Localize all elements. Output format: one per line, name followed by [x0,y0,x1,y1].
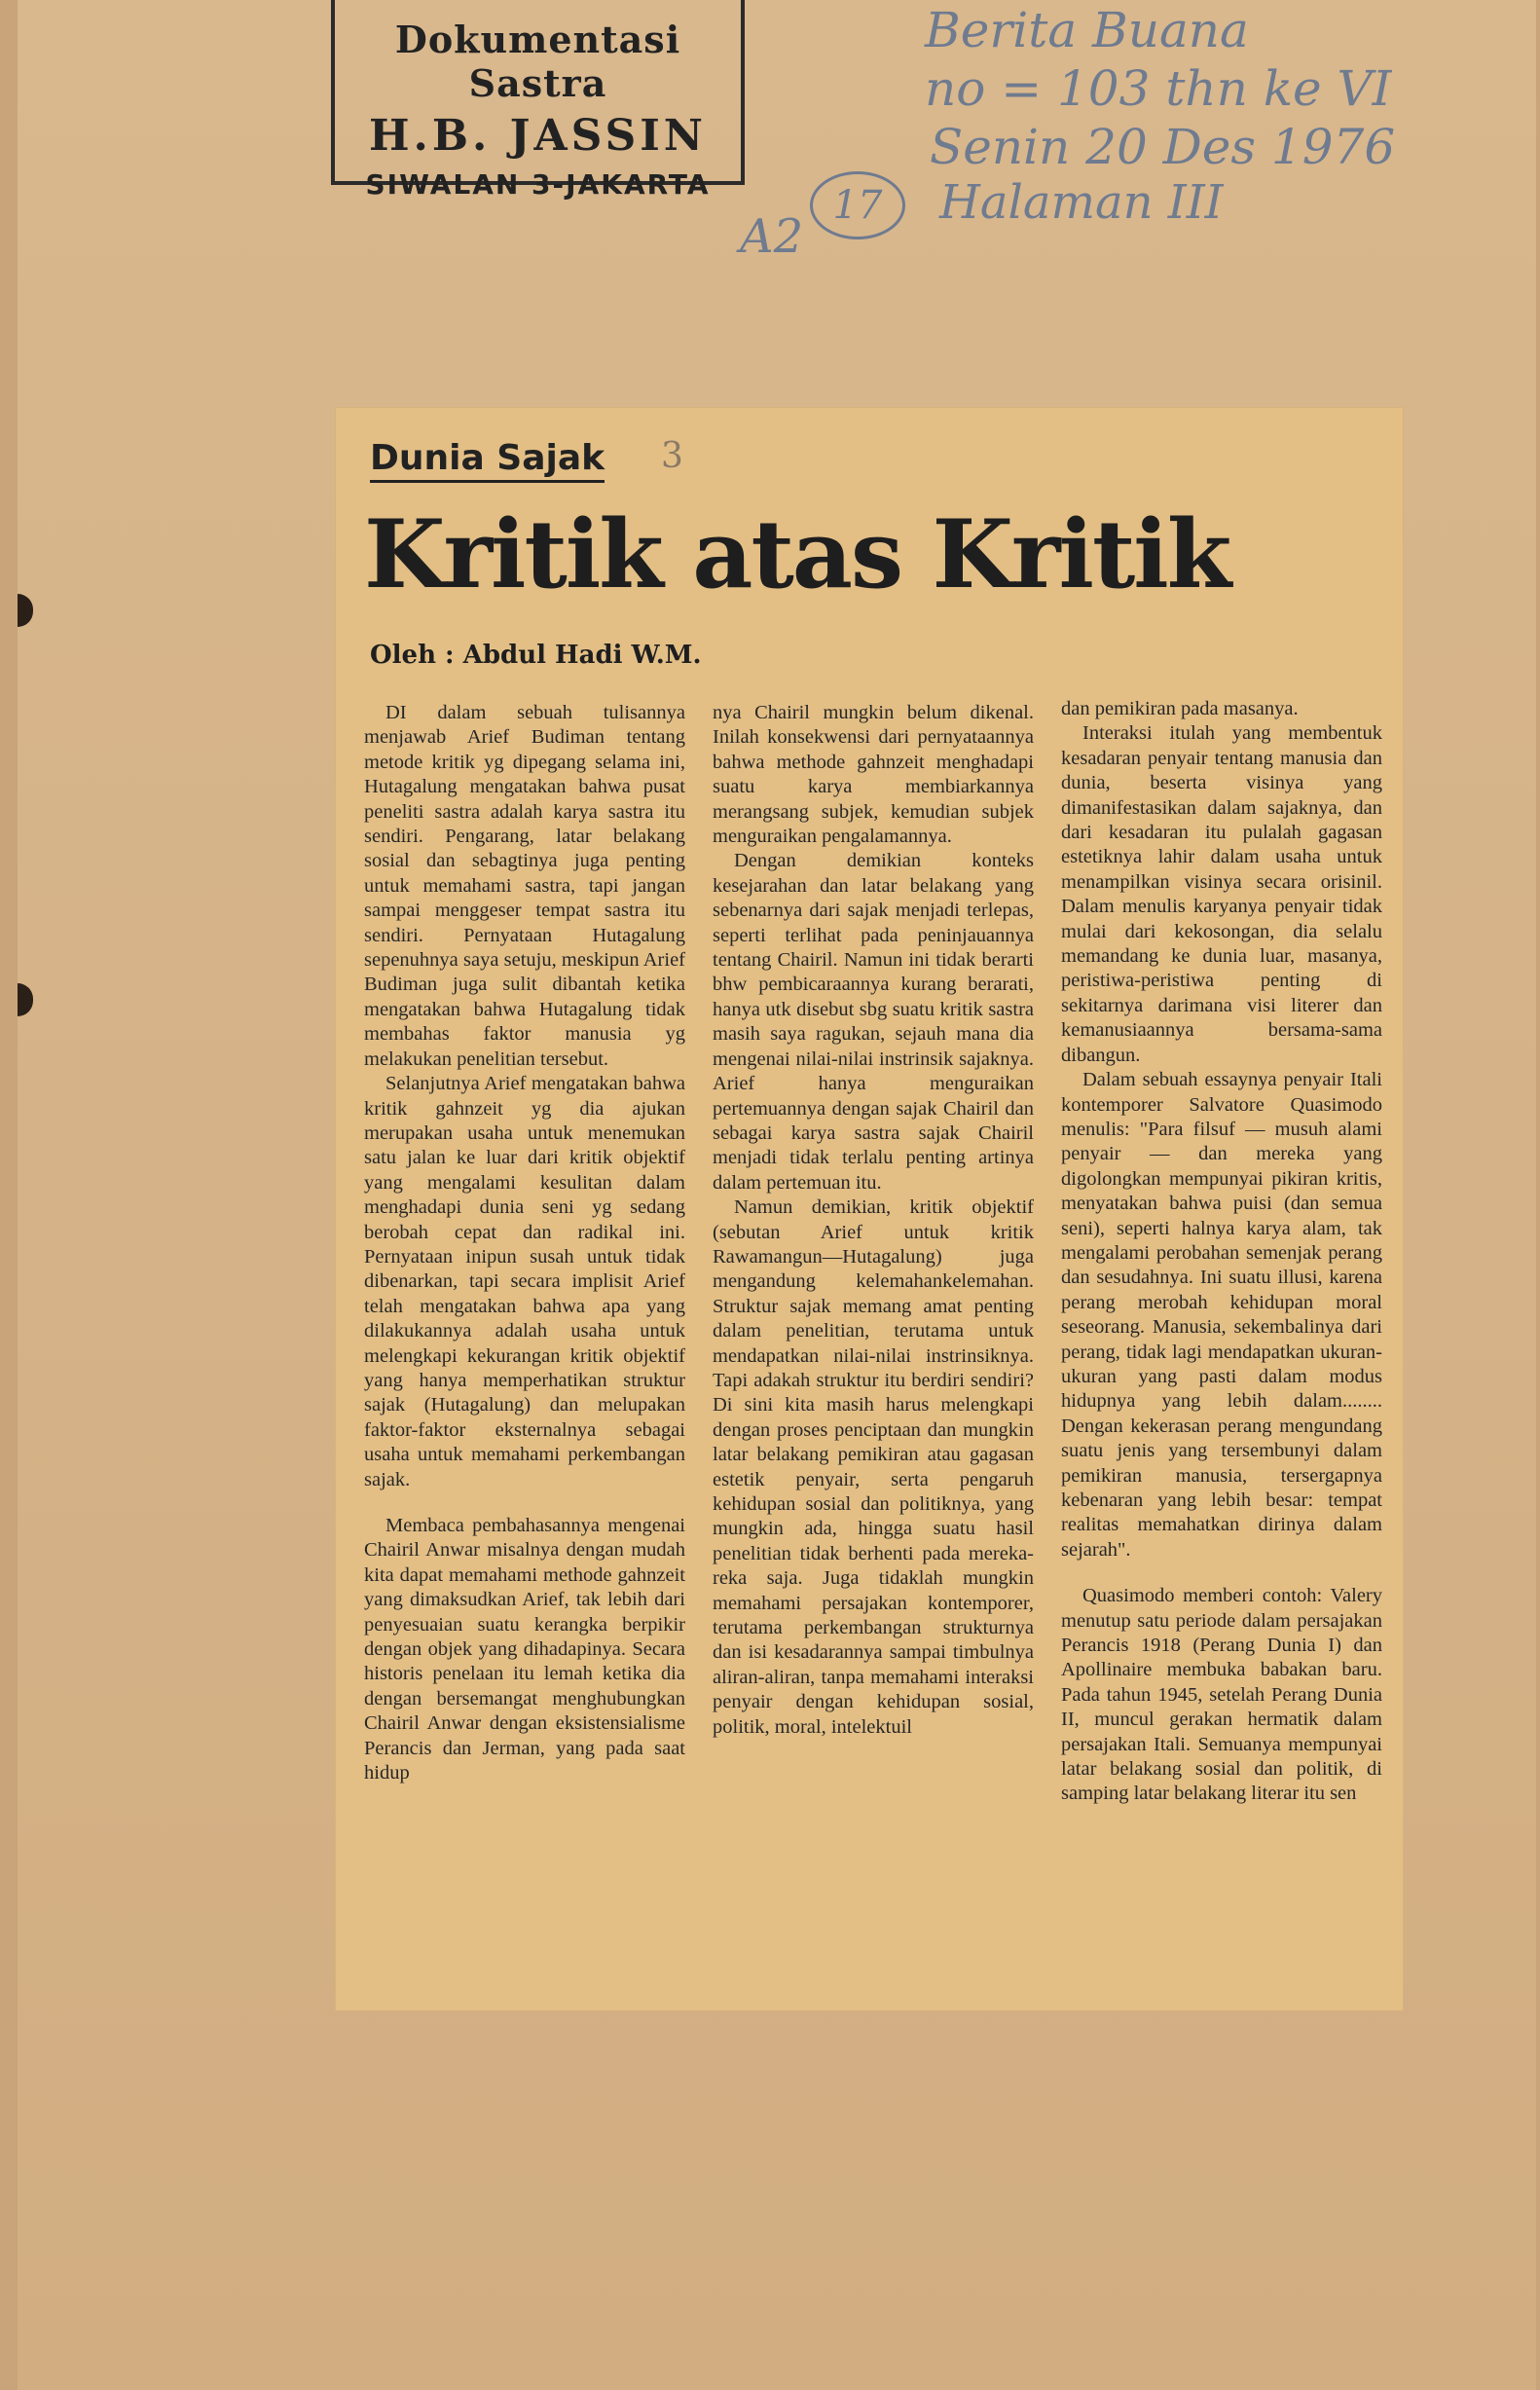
stamp-line-2: H.B. JASSIN [368,111,708,161]
paragraph: Interaksi itulah yang membentuk kesadaran penyair tentang manusia dan dunia, beserta visinya yang dimanifestasikan dalam sajaknya, dan dari kesadaran itu pulalah gagasan estetiknya lahir dalam usaha untuk menampilkan visinya secara orisinil. Dalam menulis karyanya penyair tidak mulai dari kekosongan, dia selalu memandang ke dunia luar, masanya, peristiwa-peristiwa penting di sekitarnya darimana visi literer dan kemanusiaannya bersama-sama dibangun. [1061,722,1382,1066]
stamp-line-3: SIWALAN 3-JAKARTA [365,168,711,201]
stamp-line-1: Dokumentasi Sastra [394,18,681,105]
handwritten-circled-number: 17 [810,171,905,239]
paragraph: dan pemikiran pada masanya. [1061,698,1299,719]
paragraph: Quasimodo memberi contoh: Valery menutup satu periode dalam persajakan Perancis 1918 (Perang Dunia I) dan Apollinaire membuka babakan baru. Pada tahun 1945, setelah Perang Dunia II, muncul gerakan hermatik dalam persajakan Itali. Semuanya mempunyai latar belakang sosial dan politik, di samping latar belakang literar itu sen [1061,1585,1382,1805]
rubric-pencil-mark: 3 [661,436,683,476]
article-column-2 [713,701,1034,1740]
archive-stamp [331,0,745,201]
paragraph: Dengan demikian konteks kesejarahan dan latar belakang yang sebenarnya dari sajak menjadi terlepas, seperti terlihat pada peninjauannya tentang Chairil. Namun ini tidak berarti bhw pembicaraannya kurang berarati, hanya utk disebut sbg suatu kritik sastra masih saya ragukan, sejauh mana dia mengenai nilai-nilai instrinsik sajaknya. Arief hanya menguraikan pertemuannya dengan sajak Chairil dan sebagai karya sastra sajak Chairil menjadi tidak terlalu penting artinya dalam pertemuan itu. [713,850,1034,1194]
paragraph: Namun demikian, kritik objektif (sebutan Arief untuk kritik Rawamangun—Hutagalung) juga mengandung kelemahankelemahan. Struktur sajak memang amat penting dalam penelitian, terutama untuk mendapatkan nilai-nilai instrinsiknya. Tapi adakah struktur itu berdiri sendiri? Di sini kita masih harus melengkapi dengan proses penciptaan dan mungkin latar belakang pemikiran atau gagasan estetik penyair, serta pengaruh kehidupan sosial dan politiknya, yang mungkin ada, hingga suatu hasil penelitian tidak berhenti pada mereka-reka saja. Juga tidaklah mungkin memahami persajakan kontemporer, terutama perkembangan strukturnya dan isi kesadarannya sampai timbulnya aliran-aliran, tanpa memahami interaksi penyair dengan kehidupan sosial, politik, moral, intelektuil [713,1196,1034,1738]
handwritten-issue: no = 103 thn ke VI [925,60,1392,117]
paragraph: Selanjutnya Arief mengatakan bahwa kritik gahnzeit yg dia ajukan merupakan usaha untuk menemukan satu jalan ke luar dari kritik objektif yang mengalami kesulitan dalam menghadapi dunia seni yg sedang berobah cepat dan radikal ini. Pernyataan inipun susah untuk tidak dibenarkan, tapi secara implisit Arief telah mengatakan bahwa apa yang dilakukannya adalah usaha untuk melengkapi kekurangan kritik objektif yang hanya memperhatikan struktur sajak (Hutagalung) dan melupakan faktor-faktor eksternalnya sebagai usaha untuk memahami perkembangan sajak. [364,1073,685,1490]
article-column-3 [1061,697,1382,1807]
paragraph: Dalam sebuah essaynya penyair Itali kontemporer Salvatore Quasimodo menulis: "Para filsuf — musuh alami penyair — dan mereka yang digolongkan mempunyai pikiran kritis, menyatakan bahwa puisi (dan semua seni), seperti halnya karya alam, tak mengalami perobahan semenjak perang dan sesudahnya. Ini suatu illusi, karena perang merobah kehidupan moral seseorang. Manusia, sekembalinya dari perang, tidak lagi mendapatkan ukuran-ukuran yang pasti dalam modus hidupnya yang lebih dalam........ Dengan kekerasan perang mengundang suatu jenis yang tersembunyi dalam pemikiran manusia, tersergapnya kebenaran yang lebih besar: tempat realitas memahatkan dirinya dalam sejarah". [1061,1069,1382,1561]
handwritten-date: Senin 20 Des 1976 [930,119,1396,175]
punch-hole [18,594,33,627]
article-byline: Oleh : Abdul Hadi W.M. [370,641,702,670]
handwritten-page: Halaman III [939,175,1224,230]
punch-hole [18,983,33,1016]
article-column-1 [364,701,685,1785]
handwritten-source: Berita Buana [925,2,1249,58]
article-title: Kritik atas Kritik [364,499,1230,609]
paragraph: DI dalam sebuah tulisannya menjawab Arief Budiman tentang metode kritik yg dipegang selama ini, Hutagalung mengatakan bahwa pusat peneliti sastra adalah karya sastra itu sendiri. Pengarang, latar belakang sosial dan sebagtinya juga penting untuk memahami sastra, tapi jangan sampai menggeser tempat sastra itu sendiri. Pernyataan Hutagalung sepenuhnya saya setuju, meskipun Arief Budiman juga sulit dibantah ketika mengatakan bahwa Hutagalung tidak membahas faktor manusia yg melakukan penelitian tersebut. [364,702,685,1070]
handwritten-ref: A2 [740,209,804,264]
newspaper-clipping [335,407,1404,2011]
paragraph: Membaca pembahasannya mengenai Chairil Anwar misalnya dengan mudah kita dapat memahami methode gahnzeit yang dimaksudkan Arief, tak lebih dari penyesuaian suatu kerangka berpikir dengan objek yang dihadapinya. Secara historis penelaan itu lemah ketika dia dengan bersemangat menghubungkan Chairil Anwar dengan eksistensialisme Perancis dan Jerman, yang pada saat hidup [364,1515,685,1784]
paragraph: nya Chairil mungkin belum dikenal. Inilah konsekwensi dari pernyataannya bahwa methode gahnzeit menghadapi suatu karya membiarkannya merangsang subjek, kemudian subjek menguraikan pengalamannya. [713,702,1034,848]
rubric-label: Dunia Sajak [370,438,605,483]
